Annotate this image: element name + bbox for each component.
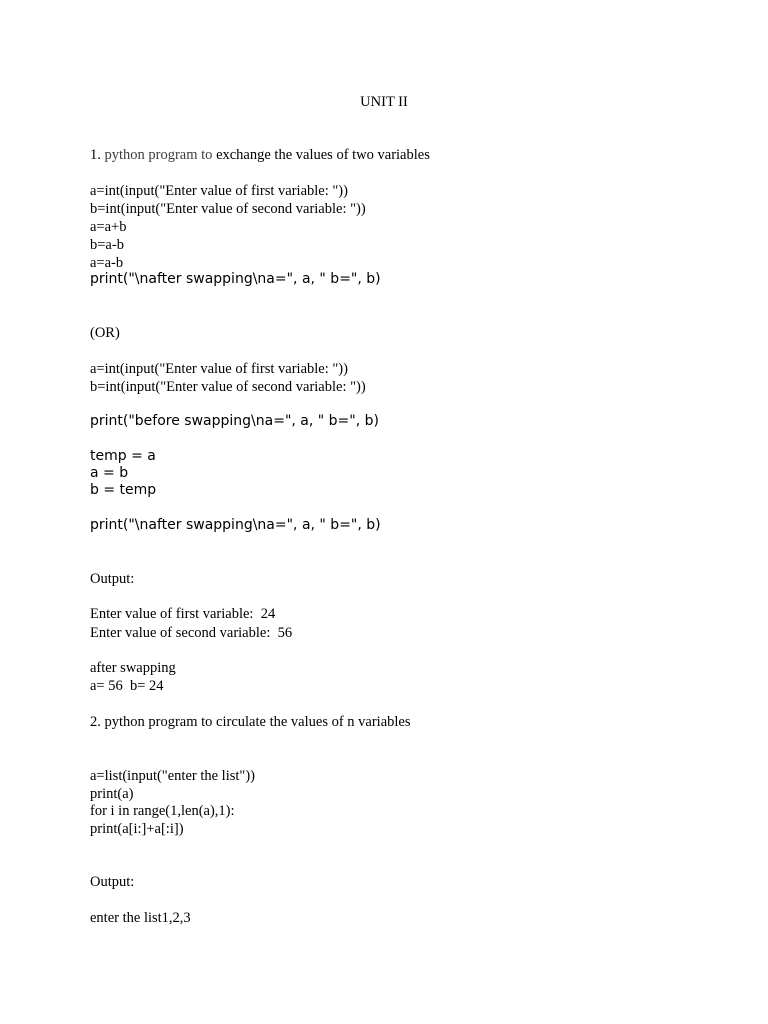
section-1-heading-lead: python program to xyxy=(104,147,213,163)
code-a-line-3: a=a+b xyxy=(90,219,127,235)
section-1-number: 1. xyxy=(90,147,101,163)
output-1-label: Output: xyxy=(90,571,135,587)
output-2-label: Output: xyxy=(90,874,135,890)
code-a-line-1: a=int(input("Enter value of first variable: ")) xyxy=(90,183,348,199)
code-b-swap-line-1: temp = a xyxy=(90,448,156,464)
code-b-before-print: print("before swapping\na=", a, " b=", b) xyxy=(90,413,379,429)
output-1-line-2: Enter value of second variable: 56 xyxy=(90,625,293,641)
code-2-line-2: print(a) xyxy=(90,786,134,802)
page-title: UNIT II xyxy=(360,94,408,110)
code-a-print: print("\nafter swapping\na=", a, " b=", b) xyxy=(90,271,381,287)
output-2-line-1: enter the list1,2,3 xyxy=(90,910,191,926)
section-2-heading: 2. python program to circulate the values of n variables xyxy=(90,714,411,730)
code-b-swap-line-3: b = temp xyxy=(90,482,157,498)
code-2-line-3: for i in range(1,len(a),1): xyxy=(90,803,235,819)
code-b-swap-line-2: a = b xyxy=(90,465,129,481)
or-label: (OR) xyxy=(90,325,120,341)
output-1-result-2: a= 56 b= 24 xyxy=(90,678,164,694)
code-a-line-2: b=int(input("Enter value of second variable: ")) xyxy=(90,201,366,217)
code-a-line-5: a=a-b xyxy=(90,255,124,271)
code-b-line-2: b=int(input("Enter value of second variable: ")) xyxy=(90,379,366,395)
section-1-heading xyxy=(90,146,430,164)
code-b-after-print: print("\nafter swapping\na=", a, " b=", b) xyxy=(90,517,381,533)
code-2-line-1: a=list(input("enter the list")) xyxy=(90,768,255,784)
section-1-heading-rest: exchange the values of two variables xyxy=(216,147,430,163)
output-1-result-1: after swapping xyxy=(90,660,176,676)
output-1-line-1: Enter value of first variable: 24 xyxy=(90,606,276,622)
code-2-line-4: print(a[i:]+a[:i]) xyxy=(90,821,184,837)
code-b-line-1: a=int(input("Enter value of first variable: ")) xyxy=(90,361,348,377)
code-a-line-4: b=a-b xyxy=(90,237,124,253)
